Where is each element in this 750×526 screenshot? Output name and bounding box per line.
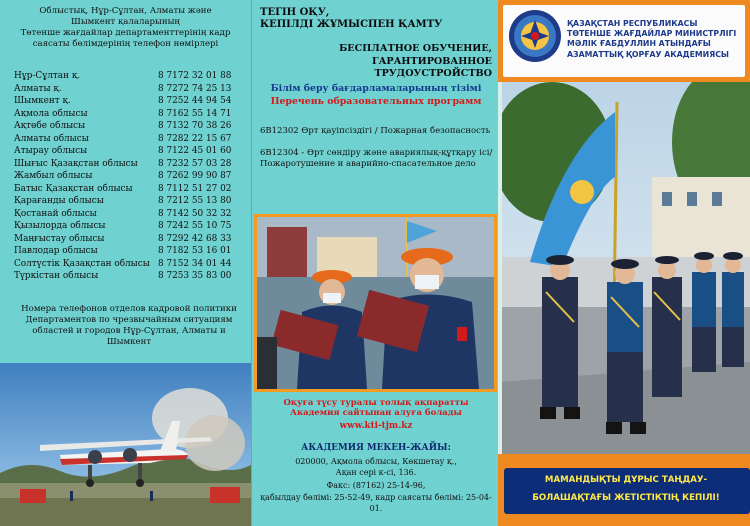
phone-number: 8 7282 22 15 67	[158, 133, 232, 144]
header-line: Шымкент қалаларының	[71, 17, 180, 27]
phone-number: 8 7272 74 25 13	[158, 83, 232, 94]
phone-row	[14, 83, 244, 96]
phone-row	[14, 195, 244, 208]
academy-header	[498, 0, 750, 82]
phone-row	[14, 233, 244, 246]
admission-info-ru: Академия сайтынан алуға болады	[290, 408, 462, 418]
website-link[interactable]: www.kti-tjm.kz	[339, 421, 413, 431]
phone-number: 8 7253 35 83 00	[158, 271, 232, 281]
phone-row	[14, 170, 244, 183]
phone-row	[14, 220, 244, 233]
firefighting-plane-photo	[0, 363, 251, 526]
slogan-line: БОЛАШАҚТАҒЫ ЖЕТІСТІКТІҢ КЕПІЛІ!	[532, 493, 720, 503]
title-ru	[260, 43, 492, 81]
title-ru-line: БЕСПЛАТНОЕ ОБУЧЕНИЕ,	[339, 43, 492, 54]
region-name: Ақтөбе облысы	[14, 121, 86, 131]
phone-list-header	[6, 6, 245, 50]
region-name: Алматы қ.	[14, 83, 62, 94]
phone-number: 8 7292 42 68 33	[158, 233, 232, 244]
phone-row	[14, 258, 244, 271]
phone-row	[14, 145, 244, 158]
title-kz	[260, 7, 492, 31]
admission-info-kz: Оқуға түсу туралы толық ақпаратты	[283, 398, 469, 408]
left-panel	[0, 0, 251, 526]
academy-name-line: ТӨТЕНШЕ ЖАҒДАЙЛАР МИНИСТРЛІГІ	[567, 29, 737, 39]
phone-row	[14, 270, 244, 283]
academy-name	[567, 19, 743, 60]
phone-number: 8 7252 44 94 54	[158, 96, 232, 106]
programs-heading-kz: Білім беру бағдарламаларының тізімі	[270, 83, 482, 94]
region-name: Қарағанды облысы	[14, 196, 104, 206]
region-name: Солтүстік Қазақстан облысы	[14, 258, 150, 269]
region-name: Шымкент қ.	[14, 96, 71, 106]
address-heading: АКАДЕМИЯ МЕКЕН-ЖАЙЫ:	[301, 443, 451, 453]
footer-line: областей и городов Нұр-Сұлтан, Алматы и	[32, 326, 226, 336]
region-name: Түркістан облысы	[14, 271, 99, 281]
region-name: Павлодар облысы	[14, 246, 98, 256]
cadets-oath-photo	[254, 214, 497, 392]
header-line: Облыстық, Нұр-Сұлтан, Алматы және	[39, 6, 212, 16]
region-name: Шығыс Қазақстан облысы	[14, 158, 138, 169]
region-name: Ақмола облысы	[14, 108, 88, 119]
right-panel	[498, 0, 750, 526]
phone-row	[14, 158, 244, 171]
address-line: 020000, Ақмола облысы, Көкшетау қ.,	[295, 457, 457, 466]
phone-row	[14, 183, 244, 196]
phone-number: 8 7212 55 13 80	[158, 196, 232, 206]
program-item: 6В12302 Өрт қауіпсіздігі / Пожарная безопасность	[260, 126, 491, 136]
phone-number: 8 7152 34 01 44	[158, 258, 232, 269]
region-name: Алматы облысы	[14, 133, 89, 144]
middle-panel	[251, 0, 498, 526]
phone-list	[14, 70, 244, 283]
region-name: Батыс Қазақстан облысы	[14, 183, 133, 194]
academy-name-line: АЗАМАТТЫҚ ҚОРҒАУ АКАДЕМИЯСЫ	[567, 49, 730, 59]
phone-number: 8 7132 70 38 26	[158, 121, 232, 131]
region-name: Маңғыстау облысы	[14, 233, 105, 244]
phone-number: 8 7112 51 27 02	[158, 183, 232, 194]
title-ru-line: ГАРАНТИРОВАННОЕ ТРУДОУСТРОЙСТВО	[371, 55, 492, 79]
header-line: Төтенше жағдайлар департаменттерінің кадр	[20, 28, 231, 38]
region-name: Нұр-Сұлтан қ.	[14, 71, 81, 81]
phone-number: 8 7162 55 14 71	[158, 108, 232, 119]
academy-name-line: ҚАЗАҚСТАН РЕСПУБЛИКАСЫ	[567, 19, 698, 28]
phone-number: 8 7232 57 03 28	[158, 158, 232, 169]
phone-number: 8 7172 32 01 88	[158, 71, 232, 81]
phone-number: 8 7122 45 01 60	[158, 146, 232, 156]
address-line: қабылдау бөлімі: 25-52-49, кадр саясаты бөлімі: 25-04-01.	[260, 493, 492, 513]
footer-line: Департаментов по чрезвычайным ситуациям	[25, 315, 233, 325]
footer-line: Шымкент	[106, 337, 152, 347]
phone-number: 8 7242 55 10 75	[158, 221, 232, 231]
flag-parade-photo	[502, 82, 750, 454]
program-item: 6В12304 - Өрт сөндіру және авариялық-құтқару ісі/ Пожаротушение и аварийно-спасательное дело	[260, 148, 493, 169]
phone-row	[14, 95, 244, 108]
title-kz-line: ТЕГІН ОҚУ,	[260, 7, 330, 18]
phone-row	[14, 70, 244, 83]
slogan-line: МАМАНДЫҚТЫ ДҰРЫС ТАҢДАУ-	[544, 475, 708, 485]
region-name: Қызылорда облысы	[14, 221, 106, 231]
region-name: Атырау облысы	[14, 146, 88, 156]
region-name: Қостанай облысы	[14, 208, 97, 219]
academy-name-line: МӘЛІК ҒАБДУЛЛИН АТЫНДАҒЫ	[567, 39, 711, 49]
phone-number: 8 7182 53 16 01	[158, 246, 232, 256]
address-line: Ақан сері к-сі, 136.	[335, 468, 417, 477]
programs-heading-ru: Перечень образовательных программ	[270, 96, 482, 107]
title-kz-line: КЕПІЛДІ ЖҰМЫСПЕН ҚАМТУ	[260, 19, 443, 30]
phone-row	[14, 245, 244, 258]
header-line: саясаты бөлімдерінің телефон нөмірлері	[32, 39, 219, 49]
phone-row	[14, 133, 244, 146]
address-line: Факс: (87162) 25-14-96,	[326, 481, 426, 490]
region-name: Жамбыл облысы	[14, 171, 93, 181]
academy-emblem-icon	[507, 8, 563, 64]
phone-row	[14, 108, 244, 121]
phone-row	[14, 120, 244, 133]
academy-header-card	[503, 5, 745, 77]
phone-row	[14, 208, 244, 221]
footer-line: Номера телефонов отделов кадровой политики	[21, 304, 237, 314]
phone-list-footer	[14, 304, 244, 348]
phone-number: 8 7262 99 90 87	[158, 171, 232, 181]
phone-number: 8 7142 50 32 32	[158, 208, 232, 219]
